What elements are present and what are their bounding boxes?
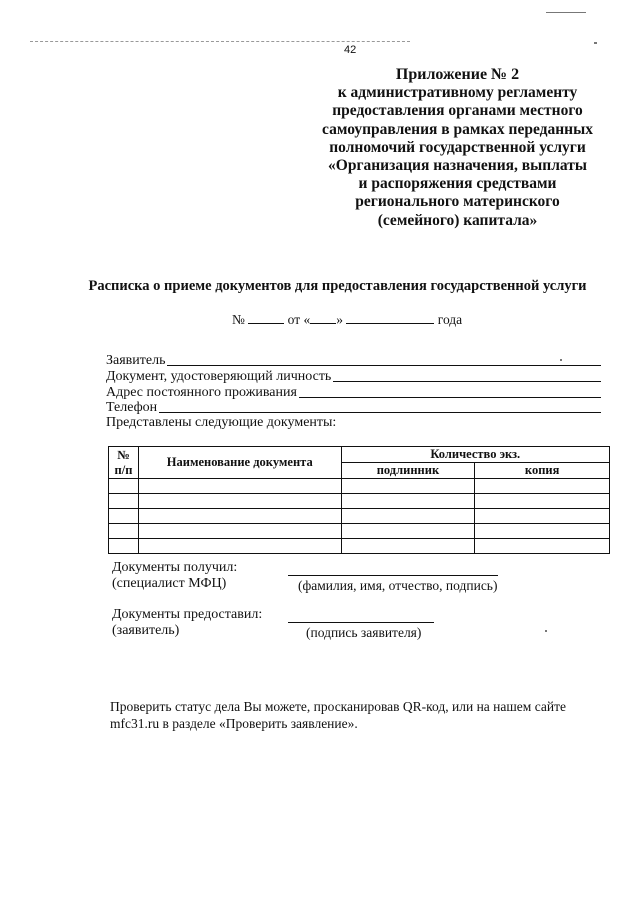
table-cell[interactable]: [341, 494, 475, 509]
table-cell[interactable]: [138, 524, 341, 539]
phone-field[interactable]: [106, 400, 601, 416]
applicant-signature-line[interactable]: [288, 622, 434, 623]
column-header-number-line2: п/п: [114, 462, 133, 477]
received-by-role: (специалист МФЦ): [112, 576, 227, 591]
table-cell[interactable]: [475, 539, 610, 554]
table-cell[interactable]: [109, 539, 139, 554]
scan-speck: [545, 630, 547, 632]
address-line[interactable]: [299, 397, 601, 398]
identity-document-label: Документ, удостоверяющий личность: [106, 369, 332, 384]
number-sign: №: [232, 312, 245, 327]
phone-label: Телефон: [106, 400, 158, 415]
received-by-label: Документы получил:: [112, 560, 238, 575]
applicant-line[interactable]: [167, 365, 601, 366]
table-row: [109, 479, 610, 494]
column-header-document-name: Наименование документа: [138, 447, 341, 479]
day-blank[interactable]: [310, 311, 336, 324]
documents-table: [108, 446, 610, 554]
appendix-line: самоуправления в рамках переданных: [322, 120, 593, 138]
table-cell[interactable]: [138, 479, 341, 494]
table-row: [109, 494, 610, 509]
table-cell[interactable]: [341, 479, 475, 494]
page-number: 42: [344, 44, 357, 56]
column-header-number-line1: №: [117, 447, 130, 462]
provided-by-label: Документы предоставил:: [112, 607, 263, 622]
receipt-number-line: [232, 311, 462, 328]
appendix-line: и распоряжения средствами: [358, 175, 557, 193]
appendix-line: предоставления органами местного: [332, 102, 583, 120]
appendix-line: к административному регламенту: [337, 84, 578, 102]
appendix-line: (семейного) капитала»: [377, 211, 538, 229]
receipt-title: Расписка о приеме документов для предоставления государственной услуги: [88, 278, 587, 294]
month-blank[interactable]: [346, 311, 434, 324]
appendix-heading: [300, 66, 615, 230]
table-cell[interactable]: [341, 524, 475, 539]
quote-close: »: [336, 312, 343, 327]
scan-speck: [594, 42, 597, 44]
column-header-original: подлинник: [341, 463, 475, 479]
identity-document-line[interactable]: [333, 381, 601, 382]
table-cell[interactable]: [341, 509, 475, 524]
identity-document-field[interactable]: [106, 369, 601, 385]
address-field[interactable]: [106, 385, 601, 401]
table-row: [109, 509, 610, 524]
table-cell[interactable]: [475, 494, 610, 509]
status-check-note: Проверить статус дела Вы можете, просканировав QR-код, или на нашем сайте mfc31.ru в разделе «Проверить заявление».: [110, 699, 566, 731]
table-cell[interactable]: [475, 509, 610, 524]
table-cell[interactable]: [138, 494, 341, 509]
table-cell[interactable]: [138, 539, 341, 554]
table-cell[interactable]: [109, 509, 139, 524]
table-cell[interactable]: [138, 509, 341, 524]
table-cell[interactable]: [109, 479, 139, 494]
column-header-copy: копия: [475, 463, 610, 479]
scan-speck: [546, 12, 586, 13]
table-cell[interactable]: [109, 494, 139, 509]
column-header-number: [109, 447, 139, 479]
appendix-line: полномочий государственной услуги: [329, 138, 586, 156]
table-cell[interactable]: [475, 479, 610, 494]
specialist-signature-caption: (фамилия, имя, отчество, подпись): [298, 578, 498, 593]
address-label: Адрес постоянного проживания: [106, 385, 297, 400]
appendix-line: Приложение № 2: [395, 66, 520, 83]
applicant-signature-caption: (подпись заявителя): [306, 625, 422, 640]
applicant-field[interactable]: [106, 353, 601, 369]
year-label: года: [437, 312, 463, 327]
table-cell[interactable]: [475, 524, 610, 539]
table-row: [109, 539, 610, 554]
appendix-line: «Организация назначения, выплаты: [328, 157, 587, 175]
table-cell[interactable]: [109, 524, 139, 539]
phone-line[interactable]: [159, 412, 601, 413]
appendix-line: регионального материнского: [355, 193, 560, 211]
receipt-number-blank[interactable]: [248, 311, 284, 324]
submitted-documents-note: Представлены следующие документы:: [106, 415, 337, 430]
applicant-label: Заявитель: [106, 353, 166, 368]
table-row: [109, 524, 610, 539]
provided-by-role: (заявитель): [112, 623, 180, 638]
specialist-signature-line[interactable]: [288, 575, 498, 576]
from-label: от: [287, 312, 301, 327]
quote-open: «: [303, 312, 311, 327]
table-cell[interactable]: [341, 539, 475, 554]
column-header-count: Количество экз.: [341, 447, 609, 463]
